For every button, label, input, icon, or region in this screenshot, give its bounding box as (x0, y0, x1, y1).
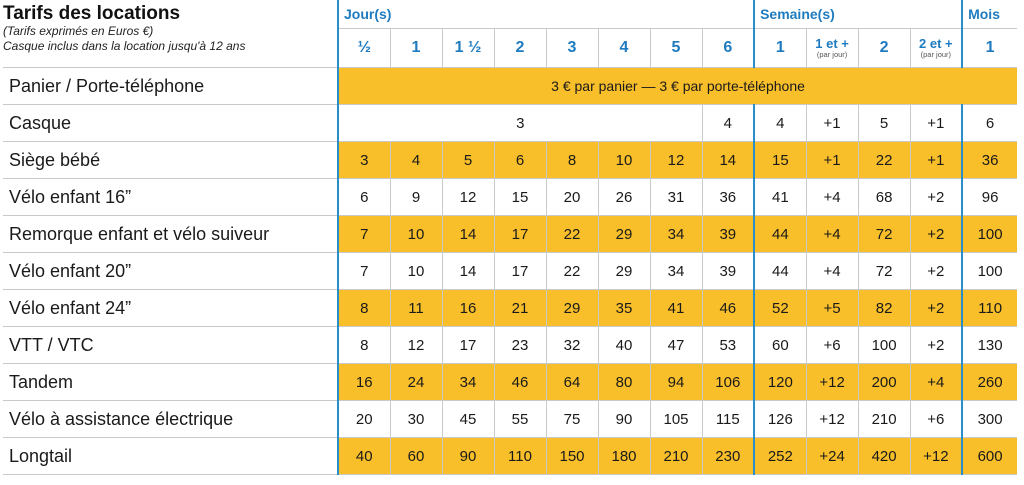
table-row (3, 142, 1017, 179)
row-label: Casque (3, 105, 338, 142)
value-cell: 34 (650, 253, 702, 290)
value-cell: 82 (858, 290, 910, 327)
table-row (3, 253, 1017, 290)
row-label: Panier / Porte-téléphone (3, 68, 338, 105)
col-1-half-day: 1 ½ (442, 29, 494, 68)
value-cell: 12 (650, 142, 702, 179)
value-cell: 3 (338, 142, 390, 179)
subtitle-helmet: Casque inclus dans la location jusqu'à 12 ans (3, 39, 246, 53)
value-cell: 300 (962, 401, 1017, 438)
value-cell: 252 (754, 438, 806, 475)
value-cell: 150 (546, 438, 598, 475)
value-cell: 10 (390, 216, 442, 253)
value-cell: +1 (806, 142, 858, 179)
table-row (3, 401, 1017, 438)
value-cell: 47 (650, 327, 702, 364)
value-cell: 16 (338, 364, 390, 401)
value-cell: 72 (858, 216, 910, 253)
value-cell: 60 (390, 438, 442, 475)
value-cell: +2 (910, 253, 962, 290)
value-cell: 11 (390, 290, 442, 327)
value-cell: +12 (910, 438, 962, 475)
value-cell: +2 (910, 216, 962, 253)
value-cell: 24 (390, 364, 442, 401)
value-cell: +4 (806, 253, 858, 290)
value-cell: 40 (598, 327, 650, 364)
col-1-day: 1 (390, 29, 442, 68)
value-cell: 100 (858, 327, 910, 364)
col-6-days: 6 (702, 29, 754, 68)
value-cell: 126 (754, 401, 806, 438)
value-cell: 53 (702, 327, 754, 364)
value-cell: 22 (546, 216, 598, 253)
col-2-days: 2 (494, 29, 546, 68)
table-row (3, 364, 1017, 401)
value-cell: 3 (338, 105, 702, 142)
value-cell: +1 (806, 105, 858, 142)
value-cell: 34 (650, 216, 702, 253)
value-cell: +4 (806, 216, 858, 253)
value-cell: 21 (494, 290, 546, 327)
value-cell: 14 (442, 216, 494, 253)
value-cell: 14 (442, 253, 494, 290)
value-cell: +6 (806, 327, 858, 364)
value-cell: 5 (858, 105, 910, 142)
value-cell: 110 (962, 290, 1017, 327)
value-cell: 8 (546, 142, 598, 179)
value-cell: +6 (910, 401, 962, 438)
value-cell: +24 (806, 438, 858, 475)
value-cell: 44 (754, 216, 806, 253)
value-cell: 180 (598, 438, 650, 475)
value-cell: 36 (702, 179, 754, 216)
row-label: Remorque enfant et vélo suiveur (3, 216, 338, 253)
table-row (3, 290, 1017, 327)
value-cell: 22 (546, 253, 598, 290)
col-1-week-plus (806, 29, 858, 68)
value-cell: 90 (442, 438, 494, 475)
col-4-days: 4 (598, 29, 650, 68)
value-cell: 46 (494, 364, 546, 401)
col-3-days: 3 (546, 29, 598, 68)
value-cell: 105 (650, 401, 702, 438)
value-cell: 36 (962, 142, 1017, 179)
value-cell: 7 (338, 216, 390, 253)
value-cell: 22 (858, 142, 910, 179)
value-cell: 100 (962, 216, 1017, 253)
value-cell: 46 (702, 290, 754, 327)
col-2-weeks-plus-label: 2 et + (919, 36, 953, 51)
value-cell: +1 (910, 105, 962, 142)
value-cell: 64 (546, 364, 598, 401)
value-cell: 52 (754, 290, 806, 327)
value-cell: 110 (494, 438, 546, 475)
value-cell: 12 (390, 327, 442, 364)
value-cell: 94 (650, 364, 702, 401)
value-cell: 45 (442, 401, 494, 438)
value-cell: 75 (546, 401, 598, 438)
value-cell: 10 (390, 253, 442, 290)
value-cell: 17 (494, 253, 546, 290)
col-2-weeks: 2 (858, 29, 910, 68)
value-cell: 41 (754, 179, 806, 216)
table-row (3, 438, 1017, 475)
value-cell: 210 (650, 438, 702, 475)
value-cell: 15 (754, 142, 806, 179)
value-cell: 39 (702, 216, 754, 253)
table-row (3, 68, 1017, 105)
value-cell: 35 (598, 290, 650, 327)
value-cell: 80 (598, 364, 650, 401)
basket-phone-holder-price: 3 € par panier — 3 € par porte-téléphone (338, 68, 1017, 105)
value-cell: 23 (494, 327, 546, 364)
col-5-days: 5 (650, 29, 702, 68)
value-cell: 29 (598, 216, 650, 253)
group-weeks: Semaine(s) (754, 0, 962, 29)
col-1-week-plus-note: (par jour) (816, 50, 848, 59)
value-cell: 29 (598, 253, 650, 290)
value-cell: 41 (650, 290, 702, 327)
col-1-week: 1 (754, 29, 806, 68)
table-row (3, 179, 1017, 216)
table-row (3, 216, 1017, 253)
value-cell: 210 (858, 401, 910, 438)
row-label: Vélo enfant 20” (3, 253, 338, 290)
value-cell: +2 (910, 290, 962, 327)
row-label: VTT / VTC (3, 327, 338, 364)
value-cell: 15 (494, 179, 546, 216)
value-cell: 7 (338, 253, 390, 290)
table-title: Tarifs des locations (3, 3, 181, 24)
value-cell: 68 (858, 179, 910, 216)
value-cell: 106 (702, 364, 754, 401)
value-cell: 96 (962, 179, 1017, 216)
value-cell: 4 (390, 142, 442, 179)
value-cell: 60 (754, 327, 806, 364)
value-cell: 34 (442, 364, 494, 401)
row-label: Vélo enfant 24” (3, 290, 338, 327)
row-label: Siège bébé (3, 142, 338, 179)
value-cell: 14 (702, 142, 754, 179)
row-label: Vélo à assistance électrique (3, 401, 338, 438)
value-cell: 29 (546, 290, 598, 327)
value-cell: 17 (494, 216, 546, 253)
value-cell: +2 (910, 179, 962, 216)
value-cell: 600 (962, 438, 1017, 475)
value-cell: 9 (390, 179, 442, 216)
value-cell: 130 (962, 327, 1017, 364)
value-cell: 90 (598, 401, 650, 438)
value-cell: 6 (962, 105, 1017, 142)
value-cell: 17 (442, 327, 494, 364)
value-cell: 26 (598, 179, 650, 216)
table-row (3, 105, 1017, 142)
value-cell: +4 (910, 364, 962, 401)
value-cell: 420 (858, 438, 910, 475)
value-cell: 6 (338, 179, 390, 216)
value-cell: 40 (338, 438, 390, 475)
value-cell: 12 (442, 179, 494, 216)
title-block (3, 0, 338, 68)
value-cell: 44 (754, 253, 806, 290)
value-cell: 120 (754, 364, 806, 401)
row-label: Vélo enfant 16” (3, 179, 338, 216)
row-label: Longtail (3, 438, 338, 475)
value-cell: 31 (650, 179, 702, 216)
value-cell: 55 (494, 401, 546, 438)
value-cell: 6 (494, 142, 546, 179)
value-cell: 32 (546, 327, 598, 364)
col-1-month: 1 (962, 29, 1017, 68)
col-2-weeks-plus-note: (par jour) (920, 50, 952, 59)
value-cell: +2 (910, 327, 962, 364)
table-row (3, 327, 1017, 364)
value-cell: +4 (806, 179, 858, 216)
value-cell: 10 (598, 142, 650, 179)
value-cell: 8 (338, 327, 390, 364)
value-cell: +12 (806, 401, 858, 438)
value-cell: 4 (702, 105, 754, 142)
value-cell: 230 (702, 438, 754, 475)
value-cell: +12 (806, 364, 858, 401)
value-cell: 4 (754, 105, 806, 142)
value-cell: 5 (442, 142, 494, 179)
value-cell: 200 (858, 364, 910, 401)
value-cell: 30 (390, 401, 442, 438)
group-month: Mois (962, 0, 1017, 29)
value-cell: 72 (858, 253, 910, 290)
subtitle-currency: (Tarifs exprimés en Euros €) (3, 24, 154, 38)
col-half-day: ½ (338, 29, 390, 68)
value-cell: 100 (962, 253, 1017, 290)
value-cell: 8 (338, 290, 390, 327)
value-cell: 20 (546, 179, 598, 216)
rental-rates-table (3, 0, 1017, 475)
value-cell: 39 (702, 253, 754, 290)
value-cell: +1 (910, 142, 962, 179)
value-cell: 260 (962, 364, 1017, 401)
col-2-weeks-plus (910, 29, 962, 68)
group-days: Jour(s) (338, 0, 754, 29)
col-1-week-plus-label: 1 et + (815, 36, 849, 51)
row-label: Tandem (3, 364, 338, 401)
value-cell: +5 (806, 290, 858, 327)
value-cell: 20 (338, 401, 390, 438)
value-cell: 16 (442, 290, 494, 327)
value-cell: 115 (702, 401, 754, 438)
